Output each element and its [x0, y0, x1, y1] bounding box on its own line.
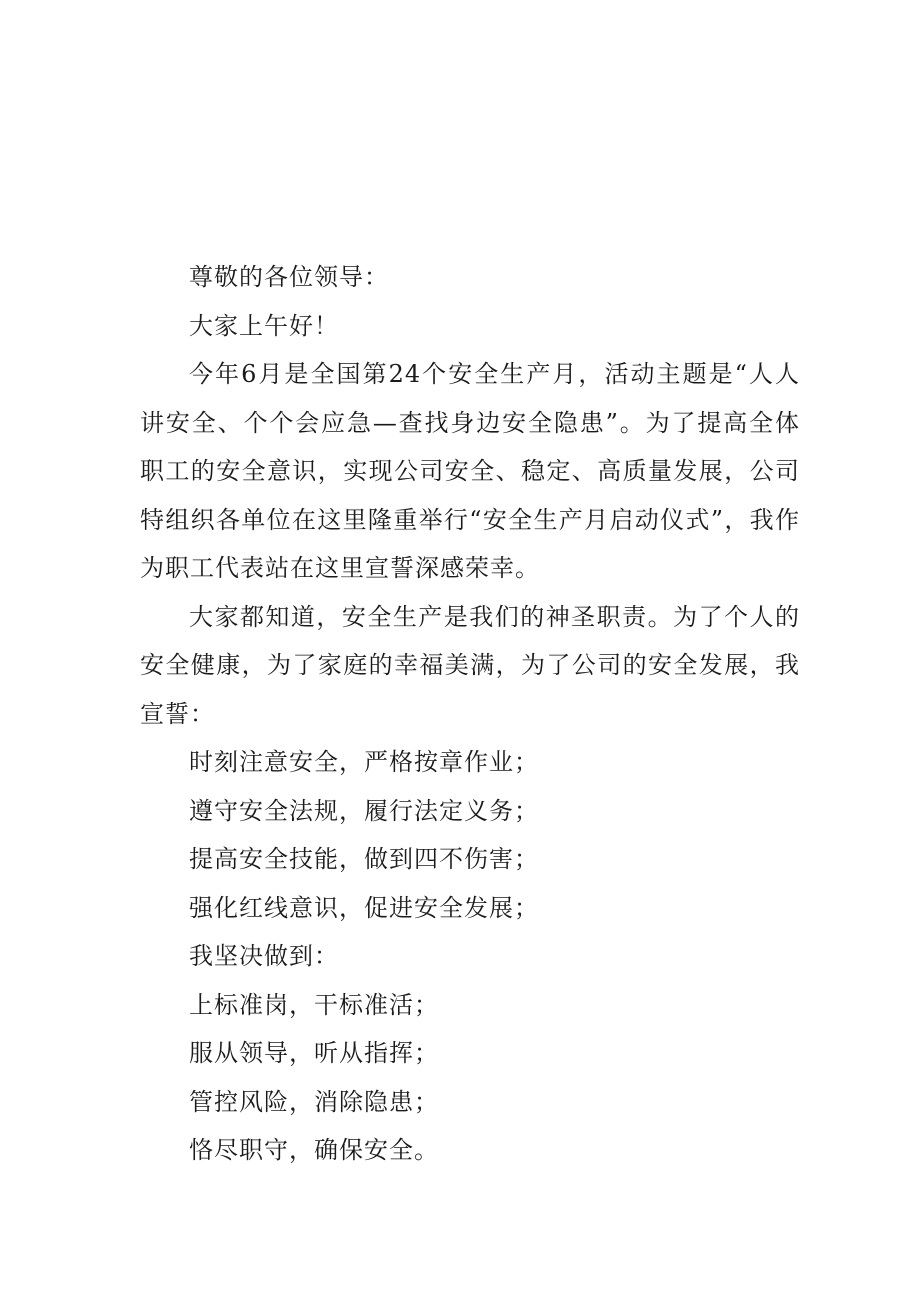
commitment-intro: 我坚决做到： — [189, 942, 339, 970]
paragraph-theme: 今年6月是全国第24个安全生产月，活动主题是“人人讲安全、个个会应急—查找身边安全隐患”。为了提高全体职工的安全意识，实现公司安全、稳定、高质量发展，公司特组织各单位在这里隆重举行“安全生产月启动仪式”，我作为职工代表站在这里宣誓深感荣幸。 — [140, 360, 800, 582]
oath-line: 强化红线意识，促进安全发展； — [189, 893, 539, 922]
oath-line: 提高安全技能，做到四不伤害； — [189, 845, 539, 873]
commitment-line: 管控风险，消除隐患； — [189, 1087, 439, 1116]
salutation: 尊敬的各位领导： — [189, 263, 389, 291]
commitment-line: 上标准岗，干标准活； — [189, 990, 439, 1019]
document-body — [140, 253, 800, 1175]
commitment-line: 恪尽职守，确保安全。 — [189, 1136, 439, 1164]
oath-line: 时刻注意安全，严格按章作业； — [189, 748, 539, 776]
commitment-line: 服从领导，听从指挥； — [189, 1039, 439, 1067]
paragraph-oath-intro: 大家都知道，安全生产是我们的神圣职责。为了个人的安全健康，为了家庭的幸福美满，为了公司的安全发展，我宣誓： — [140, 602, 800, 728]
oath-line: 遵守安全法规，履行法定义务； — [189, 796, 539, 825]
greeting: 大家上午好！ — [189, 311, 339, 340]
